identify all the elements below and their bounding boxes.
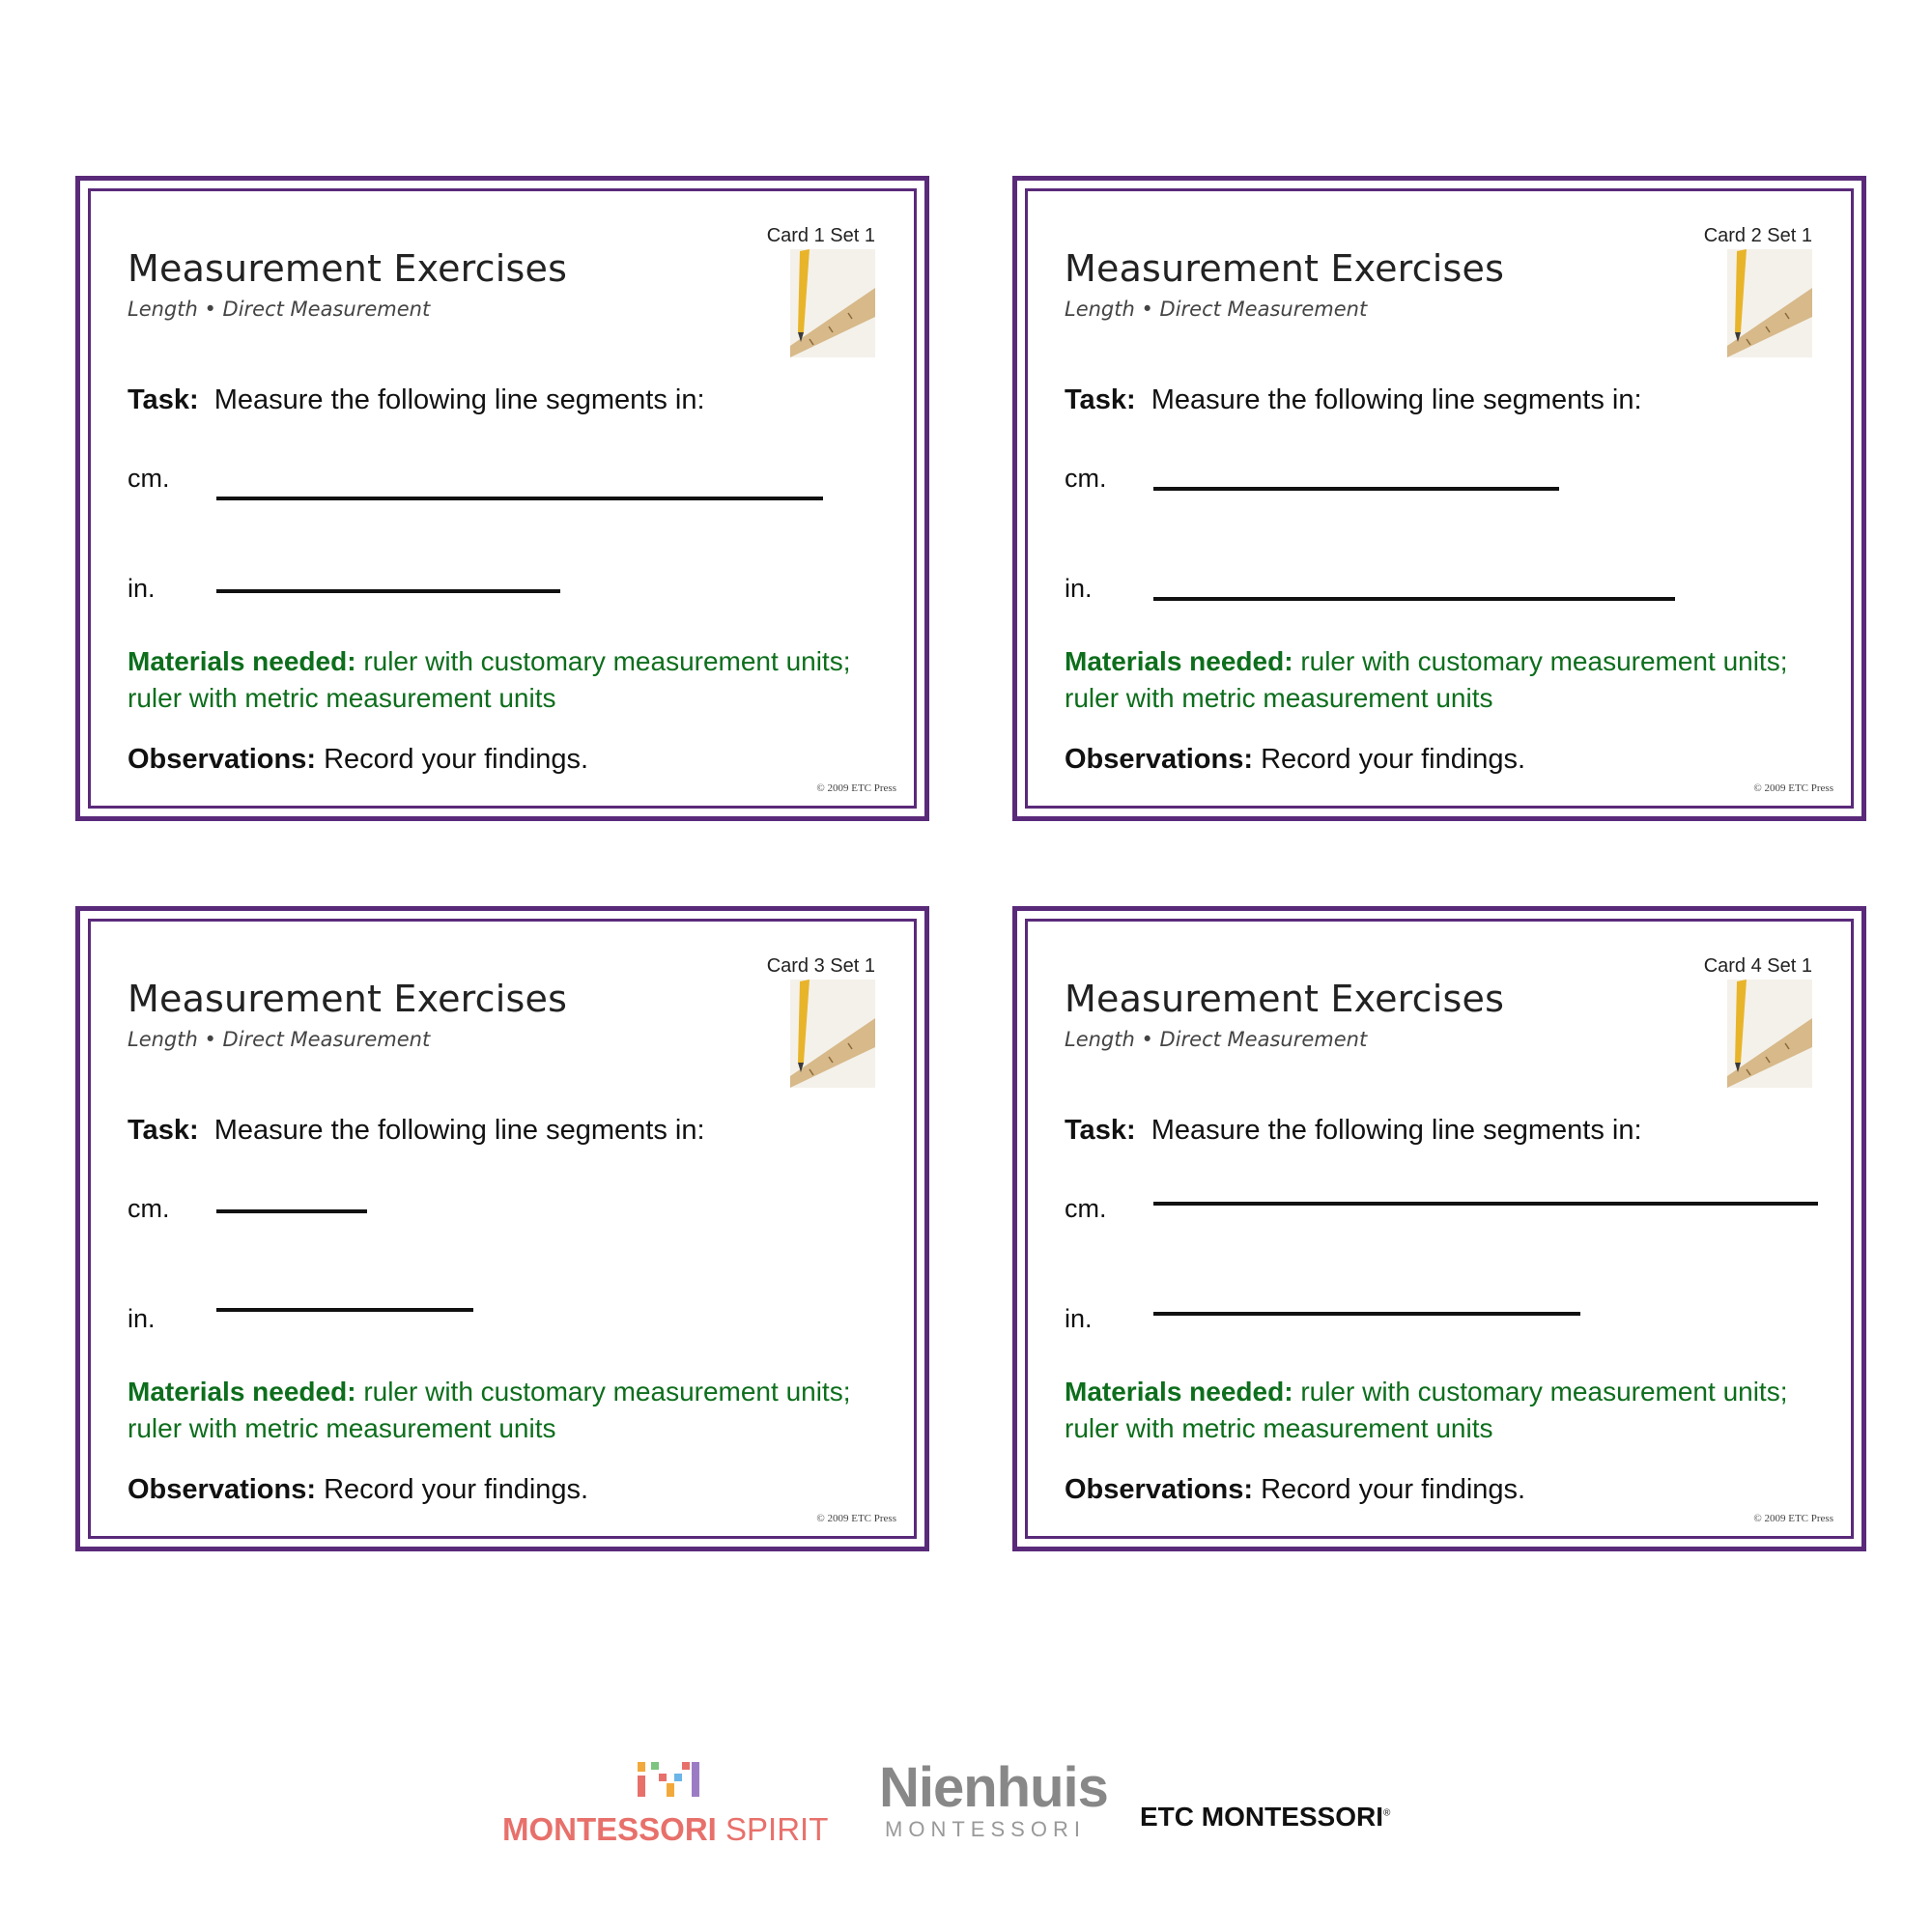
materials-text: ruler with customary measurement units; ruler with metric measurement units bbox=[1065, 1377, 1788, 1443]
card-inner-border bbox=[1025, 919, 1854, 1539]
task-text: Measure the following line segments in: bbox=[1151, 384, 1642, 415]
exercise-card-2 bbox=[1012, 176, 1866, 821]
cm-line-segment bbox=[216, 1209, 367, 1213]
card-title: Measurement Exercises bbox=[1065, 247, 1505, 290]
in-line-segment bbox=[216, 589, 560, 593]
task-label: Task: bbox=[128, 1115, 199, 1146]
cm-label: cm. bbox=[1065, 1194, 1107, 1223]
nienhuis-logo bbox=[879, 1756, 1108, 1855]
registered-mark: ® bbox=[1383, 1807, 1391, 1819]
brand-logos bbox=[0, 1758, 1932, 1864]
card-number: Card 3 Set 1 bbox=[766, 955, 875, 977]
card-number: Card 2 Set 1 bbox=[1703, 225, 1812, 246]
task-text: Measure the following line segments in: bbox=[213, 384, 705, 415]
pencil-ruler-icon bbox=[1727, 249, 1812, 357]
exercise-card-3 bbox=[75, 906, 929, 1551]
card-subtitle: Length • Direct Measurement bbox=[128, 1028, 431, 1051]
observations bbox=[128, 744, 588, 776]
montessori-spirit-logo bbox=[502, 1758, 831, 1855]
observations bbox=[1065, 744, 1525, 776]
observations-text: Record your findings. bbox=[1261, 1474, 1526, 1505]
exercise-card-1 bbox=[75, 176, 929, 821]
materials-label: Materials needed: bbox=[1065, 1377, 1293, 1406]
in-line-segment bbox=[1153, 597, 1675, 601]
card-title: Measurement Exercises bbox=[128, 978, 568, 1020]
materials-text: ruler with customary measurement units; ruler with metric measurement units bbox=[128, 646, 851, 713]
copyright: © 2009 ETC Press bbox=[1753, 1513, 1833, 1524]
pencil-ruler-icon bbox=[790, 249, 875, 357]
materials-needed bbox=[1065, 643, 1828, 717]
montessori-spirit-bold: MONTESSORI bbox=[502, 1811, 717, 1847]
card-title: Measurement Exercises bbox=[128, 247, 568, 290]
task-line bbox=[1065, 1115, 1642, 1147]
task-label: Task: bbox=[128, 384, 199, 415]
observations-label: Observations: bbox=[128, 744, 316, 775]
materials-needed bbox=[1065, 1374, 1828, 1447]
copyright: © 2009 ETC Press bbox=[816, 782, 896, 794]
nienhuis-wordmark: Nienhuis bbox=[879, 1756, 1108, 1819]
task-text: Measure the following line segments in: bbox=[213, 1115, 705, 1146]
cm-label: cm. bbox=[128, 1194, 170, 1223]
card-number: Card 4 Set 1 bbox=[1703, 955, 1812, 977]
etc-montessori-wordmark: ETC MONTESSORI bbox=[1140, 1802, 1384, 1832]
task-line bbox=[128, 1115, 705, 1147]
cm-line-segment bbox=[216, 497, 823, 500]
copyright: © 2009 ETC Press bbox=[1753, 782, 1833, 794]
in-label: in. bbox=[128, 574, 156, 603]
card-subtitle: Length • Direct Measurement bbox=[128, 298, 431, 321]
materials-label: Materials needed: bbox=[128, 1377, 356, 1406]
observations-text: Record your findings. bbox=[324, 1474, 589, 1505]
materials-text: ruler with customary measurement units; ruler with metric measurement units bbox=[128, 1377, 851, 1443]
cm-label: cm. bbox=[1065, 464, 1107, 493]
task-line bbox=[128, 384, 705, 416]
etc-montessori-logo bbox=[1140, 1802, 1390, 1833]
pencil-ruler-icon bbox=[1727, 980, 1812, 1088]
cm-label: cm. bbox=[128, 464, 170, 493]
montessori-spirit-light: SPIRIT bbox=[716, 1811, 829, 1847]
observations-label: Observations: bbox=[1065, 744, 1253, 775]
cm-line-segment bbox=[1153, 487, 1559, 491]
observations bbox=[1065, 1474, 1525, 1506]
card-inner-border bbox=[1025, 188, 1854, 809]
materials-text: ruler with customary measurement units; ruler with metric measurement units bbox=[1065, 646, 1788, 713]
observations-text: Record your findings. bbox=[324, 744, 589, 775]
observations-text: Record your findings. bbox=[1261, 744, 1526, 775]
card-title: Measurement Exercises bbox=[1065, 978, 1505, 1020]
cm-line-segment bbox=[1153, 1202, 1818, 1206]
copyright: © 2009 ETC Press bbox=[816, 1513, 896, 1524]
card-subtitle: Length • Direct Measurement bbox=[1065, 1028, 1368, 1051]
task-line bbox=[1065, 384, 1642, 416]
observations bbox=[128, 1474, 588, 1506]
card-subtitle: Length • Direct Measurement bbox=[1065, 298, 1368, 321]
in-label: in. bbox=[128, 1304, 156, 1333]
pencil-ruler-icon bbox=[790, 980, 875, 1088]
in-line-segment bbox=[1153, 1312, 1580, 1316]
task-label: Task: bbox=[1065, 384, 1136, 415]
materials-label: Materials needed: bbox=[128, 646, 356, 676]
in-label: in. bbox=[1065, 1304, 1093, 1333]
card-inner-border bbox=[88, 919, 917, 1539]
in-line-segment bbox=[216, 1308, 473, 1312]
materials-needed bbox=[128, 1374, 891, 1447]
materials-needed bbox=[128, 643, 891, 717]
exercise-card-4 bbox=[1012, 906, 1866, 1551]
montessori-spirit-mark-icon bbox=[638, 1758, 699, 1806]
observations-label: Observations: bbox=[1065, 1474, 1253, 1505]
task-label: Task: bbox=[1065, 1115, 1136, 1146]
card-inner-border bbox=[88, 188, 917, 809]
card-number: Card 1 Set 1 bbox=[766, 225, 875, 246]
in-label: in. bbox=[1065, 574, 1093, 603]
observations-label: Observations: bbox=[128, 1474, 316, 1505]
montessori-spirit-wordmark bbox=[502, 1811, 828, 1848]
nienhuis-subline: MONTESSORI bbox=[885, 1817, 1086, 1841]
materials-label: Materials needed: bbox=[1065, 646, 1293, 676]
task-text: Measure the following line segments in: bbox=[1151, 1115, 1642, 1146]
